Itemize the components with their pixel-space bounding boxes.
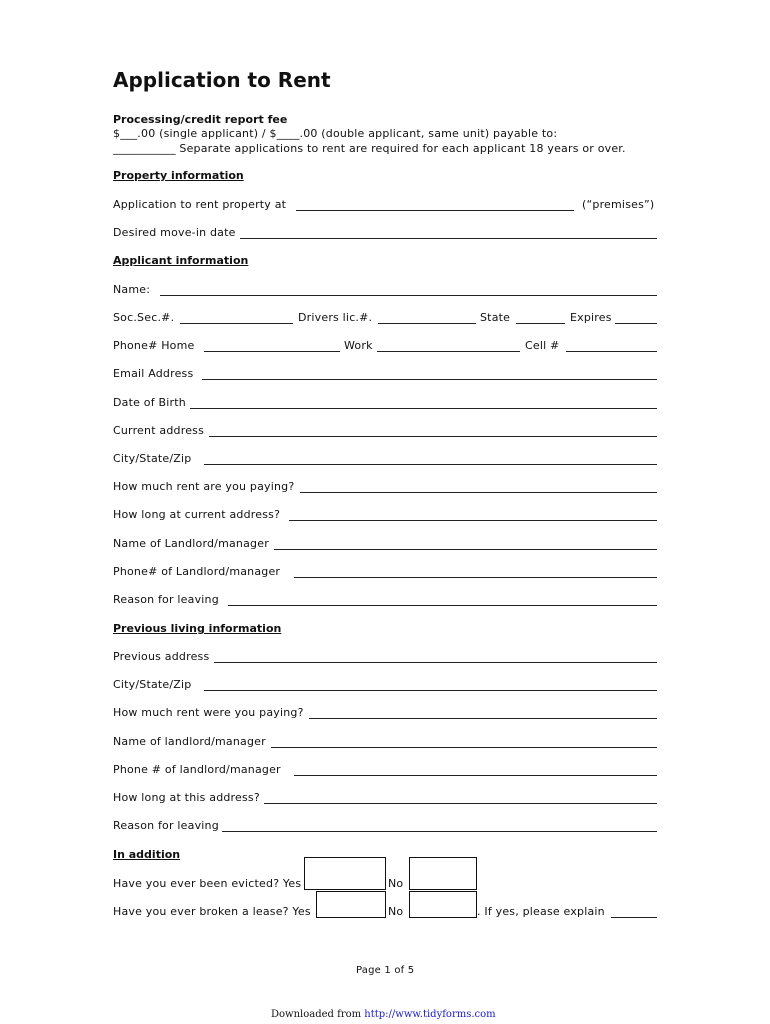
explain-field[interactable] xyxy=(611,917,657,918)
move-in-label: Desired move-in date xyxy=(113,226,236,239)
previous-rent-label: How much rent were you paying? xyxy=(113,706,304,719)
expires-label: Expires xyxy=(570,311,612,324)
property-section-heading: Property information xyxy=(113,169,244,182)
email-label: Email Address xyxy=(113,367,194,380)
rent-paying-label: How much rent are you paying? xyxy=(113,480,295,493)
name-label: Name: xyxy=(113,283,151,296)
in-addition-heading: In addition xyxy=(113,848,181,861)
ssn-label: Soc.Sec.#. xyxy=(113,311,175,324)
previous-reason-field[interactable] xyxy=(222,831,657,832)
broken-lease-label: Have you ever broken a lease? Yes xyxy=(113,905,311,918)
footer xyxy=(271,1009,496,1020)
previous-landlord-name-label: Name of landlord/manager xyxy=(113,735,266,748)
reason-leaving-label: Reason for leaving xyxy=(113,593,219,606)
broken-lease-no-box[interactable] xyxy=(409,891,477,918)
broken-lease-yes-box[interactable] xyxy=(316,891,386,918)
evicted-label: Have you ever been evicted? Yes xyxy=(113,877,302,890)
how-long-current-field[interactable] xyxy=(289,520,657,521)
expires-field[interactable] xyxy=(615,323,657,324)
footer-prefix: Downloaded from xyxy=(271,1009,362,1020)
previous-how-long-field[interactable] xyxy=(264,803,657,804)
property-address-label: Application to rent property at xyxy=(113,198,287,211)
footer-url-link[interactable]: http://www.tidyforms.com xyxy=(364,1009,496,1020)
evicted-no-label: No xyxy=(388,877,404,890)
premises-label: (“premises”) xyxy=(582,198,655,211)
move-in-date-field[interactable] xyxy=(240,238,657,239)
previous-address-field[interactable] xyxy=(214,662,657,663)
landlord-name-field[interactable] xyxy=(274,549,657,550)
previous-city-state-zip-label: City/State/Zip xyxy=(113,678,192,691)
fee-line-1: $___.00 (single applicant) / $____.00 (double applicant, same unit) payable to: xyxy=(113,127,558,140)
previous-how-long-label: How long at this address? xyxy=(113,791,260,804)
previous-city-state-zip-field[interactable] xyxy=(204,690,657,691)
phone-home-field[interactable] xyxy=(204,351,340,352)
how-long-current-label: How long at current address? xyxy=(113,508,281,521)
broken-lease-no-label: No xyxy=(388,905,404,918)
fee-line-2: ___________ Separate applications to rent are required for each applicant 18 years or over. xyxy=(113,142,626,155)
previous-landlord-phone-field[interactable] xyxy=(294,775,657,776)
name-field[interactable] xyxy=(160,295,657,296)
evicted-yes-box[interactable] xyxy=(304,857,386,890)
previous-landlord-name-field[interactable] xyxy=(271,747,657,748)
fee-heading: Processing/credit report fee xyxy=(113,113,288,126)
cell-phone-label: Cell # xyxy=(525,339,560,352)
ssn-field[interactable] xyxy=(180,323,293,324)
dob-field[interactable] xyxy=(190,408,657,409)
city-state-zip-field[interactable] xyxy=(204,464,657,465)
page-number: Page 1 of 5 xyxy=(356,965,415,976)
previous-reason-label: Reason for leaving xyxy=(113,819,219,832)
reason-leaving-field[interactable] xyxy=(228,605,657,606)
previous-section-heading: Previous living information xyxy=(113,622,282,635)
previous-landlord-phone-label: Phone # of landlord/manager xyxy=(113,763,281,776)
landlord-phone-field[interactable] xyxy=(294,577,657,578)
email-field[interactable] xyxy=(202,379,657,380)
evicted-no-box[interactable] xyxy=(409,857,477,890)
explain-label: . If yes, please explain xyxy=(477,905,605,918)
drivers-license-label: Drivers lic.#. xyxy=(298,311,373,324)
landlord-name-label: Name of Landlord/manager xyxy=(113,537,269,550)
property-address-field[interactable] xyxy=(296,210,574,211)
rent-paying-field[interactable] xyxy=(300,492,657,493)
cell-phone-field[interactable] xyxy=(566,351,657,352)
current-address-field[interactable] xyxy=(209,436,657,437)
current-address-label: Current address xyxy=(113,424,205,437)
phone-home-label: Phone# Home xyxy=(113,339,195,352)
page-title: Application to Rent xyxy=(113,68,331,92)
city-state-zip-label: City/State/Zip xyxy=(113,452,192,465)
work-phone-label: Work xyxy=(344,339,373,352)
work-phone-field[interactable] xyxy=(377,351,520,352)
previous-rent-field[interactable] xyxy=(309,718,657,719)
landlord-phone-label: Phone# of Landlord/manager xyxy=(113,565,281,578)
dob-label: Date of Birth xyxy=(113,396,186,409)
drivers-license-field[interactable] xyxy=(378,323,476,324)
state-field[interactable] xyxy=(516,323,565,324)
previous-address-label: Previous address xyxy=(113,650,210,663)
applicant-section-heading: Applicant information xyxy=(113,254,249,267)
state-label: State xyxy=(480,311,511,324)
